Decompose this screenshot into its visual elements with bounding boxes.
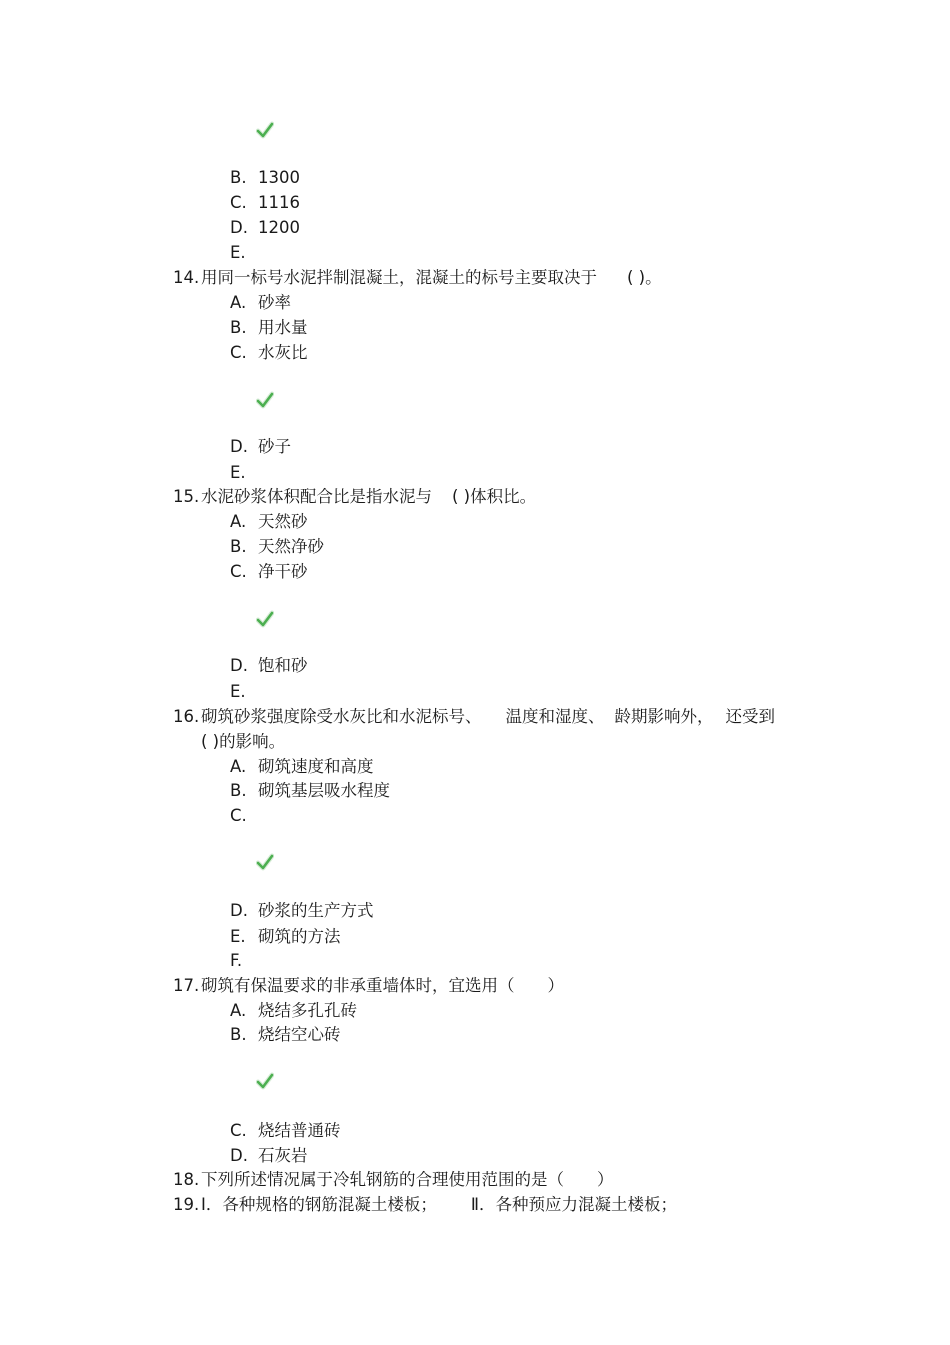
option-a: A. 烧结多孔孔砖: [230, 1001, 357, 1020]
check-icon: [256, 121, 274, 139]
check-icon: [256, 1072, 274, 1090]
option-c: C. 水灰比: [230, 343, 308, 362]
option-b: B. 天然净砂: [230, 537, 324, 556]
question-16: 16. 砌筑砂浆强度除受水灰比和水泥标号、 温度和湿度、 龄期影响外， 还受到: [173, 707, 775, 726]
check-icon: [256, 391, 274, 409]
option-e: E. 砌筑的方法: [230, 927, 341, 946]
check-icon: [256, 853, 274, 871]
option-e: E.: [230, 463, 246, 482]
option-f: F.: [230, 951, 243, 970]
option-a: A. 天然砂: [230, 512, 308, 531]
option-d: D. 石灰岩: [230, 1146, 308, 1165]
question-14: 14. 用同一标号水泥拌制混凝土，混凝土的标号主要取决于 ( )。: [173, 268, 662, 287]
option-a: A. 砌筑速度和高度: [230, 757, 374, 776]
option-a: A. 砂率: [230, 293, 291, 312]
option-d: D. 砂浆的生产方式: [230, 901, 374, 920]
check-icon: [256, 610, 274, 628]
option-c: C.: [230, 806, 247, 825]
question-16-continued: ( )的影响。: [201, 732, 286, 751]
question-15: 15. 水泥砂浆体积配合比是指水泥与 ( )体积比。: [173, 487, 537, 506]
option-d: D. 1200: [230, 218, 300, 237]
option-c: C. 净干砂: [230, 562, 308, 581]
option-b: B. 砌筑基层吸水程度: [230, 781, 390, 800]
option-c: C. 烧结普通砖: [230, 1121, 341, 1140]
option-b: B. 用水量: [230, 318, 308, 337]
option-d: D. 砂子: [230, 437, 291, 456]
option-c: C. 1116: [230, 193, 300, 212]
option-d: D. 饱和砂: [230, 656, 308, 675]
option-b: B. 1300: [230, 168, 300, 187]
question-17: 17. 砌筑有保温要求的非承重墙体时，宜选用（ ）: [173, 976, 564, 995]
option-b: B. 烧结空心砖: [230, 1025, 341, 1044]
option-e: E.: [230, 682, 246, 701]
question-19: 19. Ⅰ．各种规格的钢筋混凝土楼板； Ⅱ．各种预应力混凝土楼板；: [173, 1195, 677, 1214]
question-18: 18. 下列所述情况属于冷轧钢筋的合理使用范围的是（ ）: [173, 1170, 614, 1189]
option-e: E.: [230, 243, 246, 262]
